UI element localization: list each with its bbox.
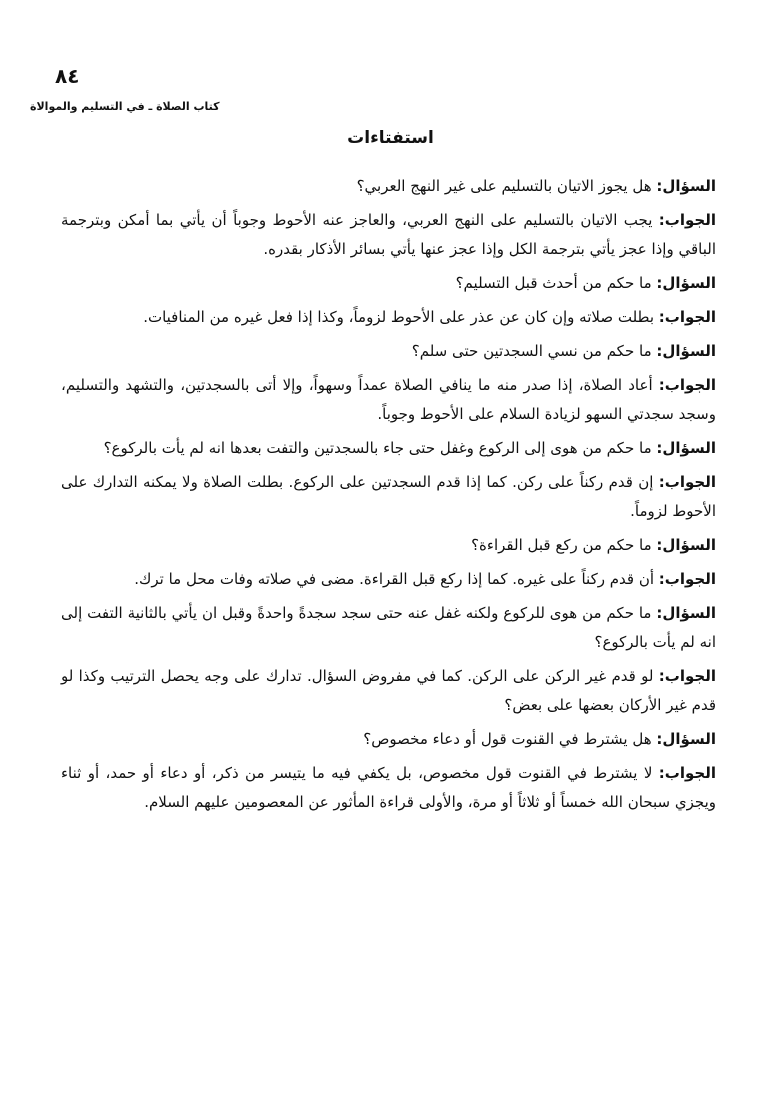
question	[61, 725, 716, 754]
question-label: السؤال:	[656, 730, 716, 748]
answer-text: إن قدم ركناً على ركن. كما إذا قدم السجدتين على الركوع. بطلت الصلاة ولا يمكنه التدارك على الأحوط لزوماً.	[61, 473, 716, 520]
question-text: ما حكم من هوى إلى الركوع وغفل حتى جاء بالسجدتين والتفت بعدها انه لم يأت بالركوع؟	[103, 439, 652, 457]
answer-label: الجواب:	[658, 308, 716, 326]
answer	[61, 371, 716, 429]
answer-text: أن قدم ركناً على غيره. كما إذا ركع قبل القراءة. مضى في صلاته وفات محل ما ترك.	[134, 570, 655, 588]
answer-text: بطلت صلاته وإن كان عن عذر على الأحوط لزوماً، وكذا إذا فعل غيره من المنافيات.	[143, 308, 655, 326]
answer	[61, 468, 716, 526]
answer	[61, 303, 716, 332]
section-title: استفتاءات	[347, 128, 434, 148]
question-label: السؤال:	[656, 177, 716, 195]
question	[61, 599, 716, 657]
question-text: ما حكم من نسي السجدتين حتى سلم؟	[411, 342, 652, 360]
answer	[61, 206, 716, 264]
answer-label: الجواب:	[658, 376, 716, 394]
answer-label: الجواب:	[658, 473, 716, 491]
question-label: السؤال:	[656, 536, 716, 554]
answer	[61, 759, 716, 817]
answer	[61, 662, 716, 720]
question	[61, 269, 716, 298]
answer-label: الجواب:	[658, 764, 716, 782]
question	[61, 531, 716, 560]
question	[61, 434, 716, 463]
question-text: ما حكم من ركع قبل القراءة؟	[471, 536, 652, 554]
question-label: السؤال:	[656, 439, 716, 457]
answer	[61, 565, 716, 594]
running-header: كتاب الصلاة ـ في التسليم والموالاة	[30, 100, 220, 113]
qa-list	[61, 172, 716, 817]
question	[61, 337, 716, 366]
question-text: هل يجوز الاتيان بالتسليم على غير النهج العربي؟	[356, 177, 652, 195]
answer-label: الجواب:	[658, 667, 716, 685]
answer-text: لا يشترط في القنوت قول مخصوص، بل يكفي فيه ما يتيسر من ذكر، أو دعاء أو حمد، أو ثناء ويجزي سبحان الله خمساً أو ثلاثاً أو مرة، والأولى قراءة المأثور عن المعصومين عليهم السلام.	[61, 764, 716, 811]
question	[61, 172, 716, 201]
question-text: هل يشترط في القنوت قول أو دعاء مخصوص؟	[363, 730, 652, 748]
answer-text: لو قدم غير الركن على الركن. كما في مفروض السؤال. تدارك على وجه يحصل الترتيب وكذا لو قدم غير الأركان بعضها على بعض؟	[61, 667, 716, 714]
question-text: ما حكم من هوى للركوع ولكنه غفل عنه حتى سجد سجدةً واحدةً وقبل ان يأتي بالثانية التفت إلى انه لم يأت بالركوع؟	[61, 604, 716, 651]
answer-text: يجب الاتيان بالتسليم على النهج العربي، والعاجز عنه الأحوط وجوباً أن يأتي بما أمكن وبترجمة الباقي وإذا عجز يأتي بترجمة الكل وإذا عجز عنها يأتي بسائر الأذكار بقدره.	[61, 211, 716, 258]
question-text: ما حكم من أحدث قبل التسليم؟	[455, 274, 652, 292]
page-number: ٨٤	[55, 64, 80, 88]
answer-text: أعاد الصلاة، إذا صدر منه ما ينافي الصلاة عمداً وسهواً، وإلا أتى بالسجدتين، والتشهد والتسليم، وسجد سجدتي السهو لزيادة السلام على الأحوط وجوباً.	[61, 376, 716, 423]
answer-label: الجواب:	[658, 211, 716, 229]
question-label: السؤال:	[656, 274, 716, 292]
question-label: السؤال:	[656, 604, 716, 622]
question-label: السؤال:	[656, 342, 716, 360]
answer-label: الجواب:	[658, 570, 716, 588]
